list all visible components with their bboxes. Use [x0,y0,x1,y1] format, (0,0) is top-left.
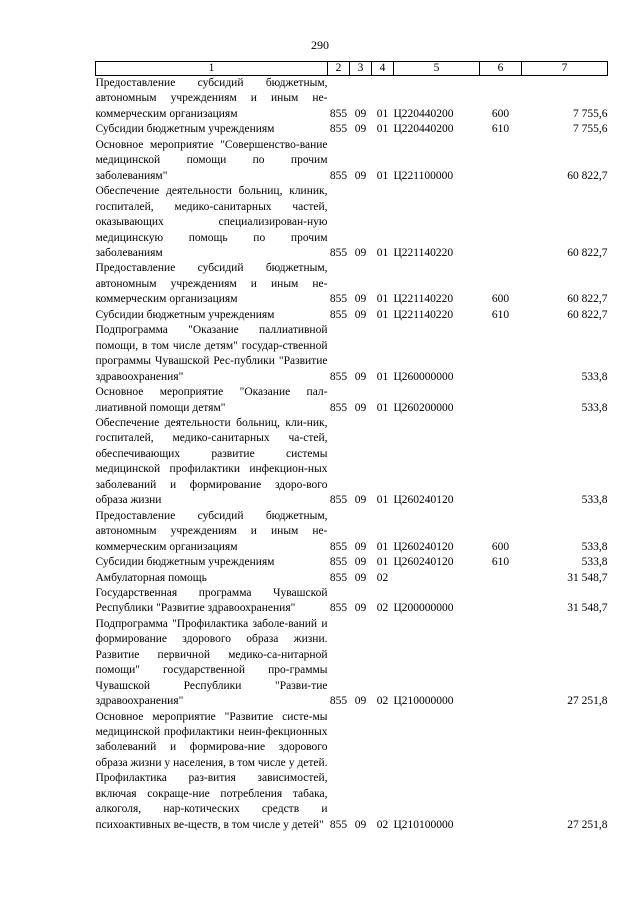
amount-cell: 27 251,8 [567,818,608,831]
section-code-cell: 09 [354,169,367,182]
ministry-code-cell: 855 [329,370,348,383]
amount-cell: 60 822,7 [567,169,608,182]
row-name-cell: Государственная программа Чувашской Республики "Развитие здравоохранения" [95,586,328,615]
subsection-code-cell: 01 [376,401,389,414]
row-name-cell: Субсидии бюджетным учреждениям [95,123,275,136]
ministry-code-cell: 855 [329,556,348,569]
target-article-cell: Ц221140220 [393,308,454,321]
subsection-code-cell: 02 [376,695,389,708]
expense-type-cell [480,710,522,834]
table-row [96,122,608,137]
page-number: 290 [311,38,329,52]
amount-cell: 31 548,7 [567,602,608,615]
subsection-code-cell: 01 [376,246,389,259]
section-code-cell: 09 [354,308,367,321]
section-code-cell: 09 [354,540,367,553]
row-name-cell: Подпрограмма "Профилактика заболе-ваний и формирование здорового образа жизни. Развитие первичной медико-са-нитарной помощи" государственной про-граммы Чувашской Республики "Разви-тие здравоохранения" [95,617,328,708]
budget-table [95,61,608,833]
subsection-code-cell: 02 [376,818,389,831]
expense-type-cell [480,571,522,586]
expense-type-cell: 610 [491,123,510,136]
section-code-cell: 09 [354,494,367,507]
expense-type-cell: 610 [491,308,510,321]
ministry-code-cell: 855 [329,107,348,120]
row-name-cell: Субсидии бюджетным учреждениям [95,308,275,321]
header-cell-1: 1 [96,62,328,76]
expense-type-cell [480,617,522,710]
amount-cell: 533,8 [581,370,608,383]
subsection-code-cell: 01 [376,370,389,383]
header-cell-4: 4 [372,62,394,76]
table-body [96,76,608,834]
header-row [96,62,608,76]
row-name-cell: Основное мероприятие "Совершенство-вание медицинской помощи по прочим заболеваниям" [95,138,328,182]
target-article-cell: Ц260240120 [393,494,454,507]
target-article-cell: Ц220440200 [393,107,454,120]
header-cell-3: 3 [350,62,372,76]
amount-cell: 533,8 [581,401,608,414]
ministry-code-cell: 855 [329,169,348,182]
amount-cell: 27 251,8 [567,695,608,708]
table-row [96,555,608,570]
expense-type-cell: 600 [491,107,510,120]
subsection-code-cell: 01 [376,123,389,136]
amount-cell: 60 822,7 [567,246,608,259]
row-name-cell: Основное мероприятие "Развитие систе-мы медицинской профилактики неин-фекционных заболеваний и формирова-ние здорового образа жизни у населения, в том числе у детей. Профилактика раз-вития зависимостей, включая сокраще-ние потребления табака, алкоголя, нар-котических средств и психоактивных ве-ществ, в том числе у детей" [95,710,328,831]
row-name-cell: Основное мероприятие "Оказание пал-лиативной помощи детям" [95,386,328,414]
amount-cell: 533,8 [581,540,608,553]
ministry-code-cell: 855 [329,308,348,321]
section-code-cell: 09 [354,246,367,259]
amount-cell: 31 548,7 [567,571,608,584]
target-article-cell: Ц210100000 [393,818,454,831]
section-code-cell: 09 [354,571,367,584]
target-article-cell: Ц200000000 [393,602,454,615]
table-row [96,586,608,617]
table-row [96,76,608,123]
expense-type-cell: 600 [491,293,510,306]
amount-cell: 7 755,6 [573,123,608,136]
table-row [96,571,608,586]
row-name-cell: Подпрограмма "Оказание паллиативной помощи, в том числе детям" государ-ственной программы Чувашской Рес-публики "Развитие здравоохранения" [95,324,328,383]
section-code-cell: 09 [354,293,367,306]
target-article-cell: Ц221100000 [393,169,454,182]
amount-cell: 533,8 [581,494,608,507]
row-name-cell: Предоставление субсидий бюджетным, автономным учреждениям и иным не-коммерческим организациям [95,509,328,553]
ministry-code-cell: 855 [329,401,348,414]
expense-type-cell [480,323,522,385]
ministry-code-cell: 855 [329,602,348,615]
subsection-code-cell: 01 [376,540,389,553]
amount-cell: 7 755,6 [573,107,608,120]
table-row [96,138,608,184]
target-article-cell: Ц260200000 [393,401,454,414]
section-code-cell: 09 [354,818,367,831]
target-article-cell: Ц260000000 [393,370,454,383]
subsection-code-cell: 01 [376,169,389,182]
row-name-cell: Субсидии бюджетным учреждениям [95,556,275,569]
expense-type-cell [480,138,522,184]
expense-type-cell [480,416,522,509]
target-article-cell: Ц221140220 [393,246,454,259]
subsection-code-cell: 02 [376,571,389,584]
table-row [96,617,608,710]
target-article-cell: Ц210000000 [393,695,454,708]
target-article-cell: Ц260240120 [393,540,454,553]
table-row [96,323,608,385]
table-row [96,308,608,323]
row-name-cell: Предоставление субсидий бюджетным, автономным учреждениям и иным не-коммерческим организациям [95,262,328,306]
header-cell-6: 6 [480,62,522,76]
ministry-code-cell: 855 [329,540,348,553]
ministry-code-cell: 855 [329,818,348,831]
subsection-code-cell: 01 [376,556,389,569]
target-article-cell [394,571,480,586]
subsection-code-cell: 01 [376,494,389,507]
table-row [96,509,608,555]
subsection-code-cell: 01 [376,107,389,120]
table-row [96,710,608,834]
section-code-cell: 09 [354,602,367,615]
expense-type-cell [480,184,522,261]
row-name-cell: Обеспечение деятельности больниц, кли-ник, госпиталей, медико-санитарных ча-стей, обеспечивающих развитие системы медицинской профилактики инфекцион-ных заболеваний и формирование здоро-вого образа жизни [95,416,328,507]
amount-cell: 60 822,7 [567,293,608,306]
expense-type-cell [480,586,522,617]
ministry-code-cell: 855 [329,494,348,507]
expense-type-cell: 610 [491,556,510,569]
header-cell-2: 2 [328,62,350,76]
expense-type-cell: 600 [491,540,510,553]
section-code-cell: 09 [354,401,367,414]
row-name-cell: Амбулаторная помощь [95,571,207,584]
target-article-cell: Ц260240120 [393,556,454,569]
ministry-code-cell: 855 [329,293,348,306]
expense-type-cell [480,385,522,416]
ministry-code-cell: 855 [329,246,348,259]
subsection-code-cell: 01 [376,308,389,321]
section-code-cell: 09 [354,107,367,120]
amount-cell: 60 822,7 [567,308,608,321]
section-code-cell: 09 [354,123,367,136]
header-cell-5: 5 [394,62,480,76]
table-row [96,416,608,509]
amount-cell: 533,8 [581,556,608,569]
subsection-code-cell: 02 [376,602,389,615]
target-article-cell: Ц220440200 [393,123,454,136]
target-article-cell: Ц221140220 [393,293,454,306]
section-code-cell: 09 [354,556,367,569]
ministry-code-cell: 855 [329,123,348,136]
row-name-cell: Предоставление субсидий бюджетным, автономным учреждениям и иным не-коммерческим организациям [95,77,328,120]
table-row [96,261,608,307]
table-row [96,385,608,416]
ministry-code-cell: 855 [329,695,348,708]
header-cell-7: 7 [522,62,608,76]
section-code-cell: 09 [354,695,367,708]
row-name-cell: Обеспечение деятельности больниц, клиник, госпиталей, медико-санитарных частей, оказывающих специализирован-ную медицинскую помощь по прочим заболеваниям [95,185,328,259]
subsection-code-cell: 01 [376,293,389,306]
section-code-cell: 09 [354,370,367,383]
ministry-code-cell: 855 [329,571,348,584]
table-row [96,184,608,261]
